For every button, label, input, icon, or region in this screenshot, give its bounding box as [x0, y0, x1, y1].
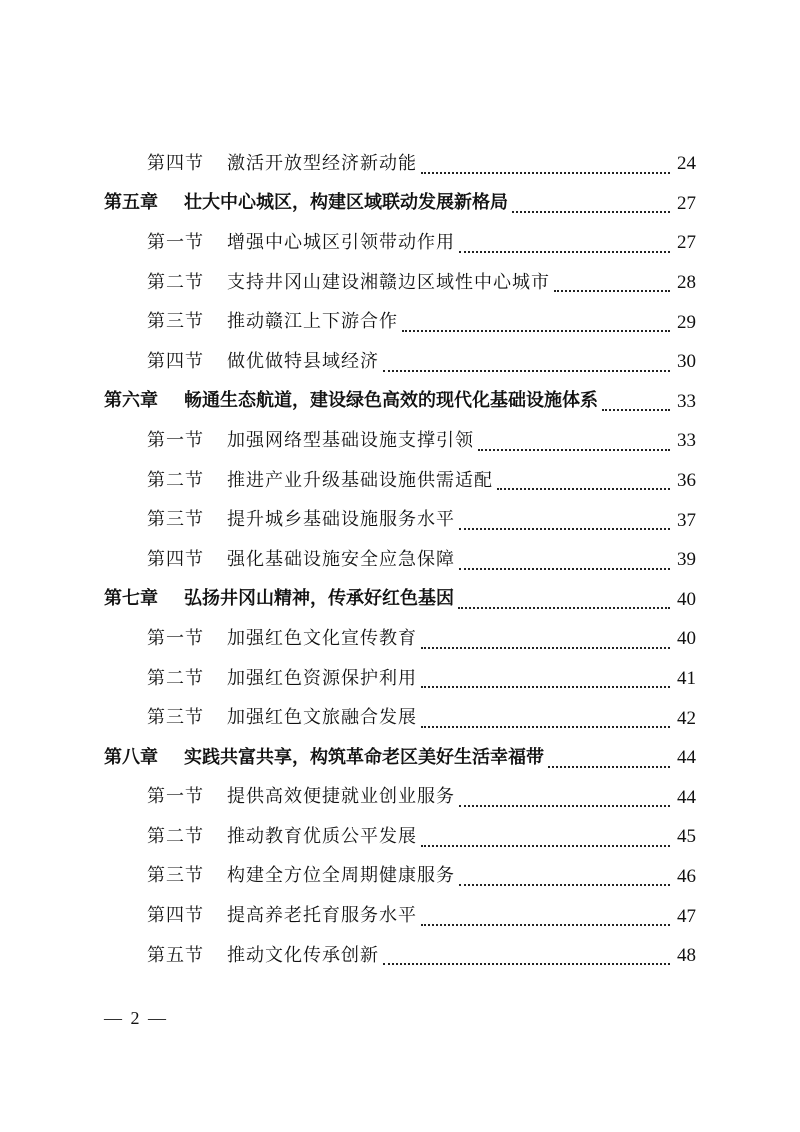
toc-entry-page: 48 [677, 945, 696, 967]
toc-entry-title: 增强中心城区引领带动作用 [227, 231, 455, 253]
toc-entry-title: 壮大中心城区，构建区域联动发展新格局 [184, 192, 508, 214]
toc-entry-heading [147, 313, 398, 331]
toc-entry-page: 42 [677, 707, 696, 729]
toc-entry-page: 36 [677, 470, 696, 492]
toc-chapter-entry[interactable] [0, 184, 800, 224]
toc-entry-number: 第三节 [147, 509, 204, 531]
toc-leader-dots [421, 647, 670, 649]
toc-section-entry[interactable] [0, 817, 800, 857]
toc-chapter-entry[interactable] [0, 738, 800, 778]
toc-entry-heading [147, 271, 550, 293]
toc-entry-number: 第四节 [147, 548, 204, 570]
toc-entry-page: 30 [677, 351, 696, 373]
toc-section-entry[interactable] [0, 540, 800, 580]
toc-leader-dots [421, 686, 670, 688]
toc-entry-number: 第二节 [147, 825, 204, 847]
toc-section-entry[interactable] [0, 659, 800, 699]
toc-entry-title: 支持井冈山建设湘赣边区域性中心城市 [227, 271, 550, 293]
toc-section-entry[interactable] [0, 461, 800, 501]
toc-entry-title: 做优做特县域经济 [227, 350, 379, 372]
toc-entry-title: 构建全方位全周期健康服务 [227, 865, 455, 887]
toc-entry-heading [147, 469, 493, 491]
toc-entry-heading [147, 944, 379, 966]
toc-leader-dots [459, 528, 670, 530]
toc-entry-page: 46 [677, 865, 696, 887]
toc-leader-dots [383, 370, 670, 372]
toc-section-entry[interactable] [0, 857, 800, 897]
toc-section-entry[interactable] [0, 421, 800, 461]
toc-section-entry[interactable] [0, 302, 800, 342]
toc-entry-page: 41 [677, 668, 696, 690]
toc-entry-number: 第一节 [147, 231, 204, 253]
toc-entry-number: 第二节 [147, 271, 204, 293]
toc-leader-dots [459, 805, 670, 807]
toc-entry-page: 27 [677, 192, 696, 214]
toc-entry-number: 第一节 [147, 429, 204, 451]
toc-entry-title: 激活开放型经济新动能 [227, 152, 417, 174]
toc-entry-page: 45 [677, 826, 696, 848]
toc-entry-title: 推进产业升级基础设施供需适配 [227, 469, 493, 491]
toc-entry-number: 第五章 [104, 192, 158, 214]
toc-entry-title: 提供高效便捷就业创业服务 [227, 786, 455, 808]
toc-section-entry[interactable] [0, 778, 800, 818]
toc-entry-number: 第二节 [147, 667, 204, 689]
toc-leader-dots [458, 607, 670, 609]
toc-entry-page: 47 [677, 905, 696, 927]
toc-entry-title: 实践共富共享，构筑革命老区美好生活幸福带 [184, 746, 544, 768]
toc-entry-number: 第四节 [147, 350, 204, 372]
toc-leader-dots [459, 568, 670, 570]
toc-leader-dots [602, 409, 670, 411]
toc-entry-page: 28 [677, 272, 696, 294]
toc-entry-page: 40 [677, 628, 696, 650]
toc-entry-title: 强化基础设施安全应急保障 [227, 548, 455, 570]
toc-entry-heading [104, 746, 544, 768]
toc-section-entry[interactable] [0, 223, 800, 263]
toc-entry-page: 33 [677, 430, 696, 452]
page-number-footer: — 2 — [104, 1008, 168, 1028]
toc-entry-page: 44 [677, 786, 696, 808]
toc-entry-page: 40 [677, 588, 696, 610]
toc-entry-number: 第一节 [147, 627, 204, 649]
toc-section-entry[interactable] [0, 144, 800, 184]
toc-leader-dots [512, 211, 670, 213]
table-of-contents [0, 144, 800, 975]
toc-entry-title: 畅通生态航道，建设绿色高效的现代化基础设施体系 [184, 390, 598, 412]
toc-entry-title: 加强红色文旅融合发展 [227, 707, 417, 729]
toc-section-entry[interactable] [0, 698, 800, 738]
toc-entry-page: 39 [677, 549, 696, 571]
toc-entry-heading [104, 392, 598, 410]
toc-entry-page: 29 [677, 311, 696, 333]
toc-entry-page: 24 [677, 153, 696, 175]
toc-section-entry[interactable] [0, 896, 800, 936]
toc-entry-heading [147, 867, 455, 885]
toc-entry-number: 第八章 [104, 746, 158, 768]
toc-leader-dots [478, 449, 670, 451]
toc-entry-title: 推动文化传承创新 [227, 944, 379, 966]
toc-leader-dots [421, 726, 670, 728]
toc-entry-title: 提高养老托育服务水平 [227, 905, 417, 927]
toc-entry-number: 第一节 [147, 786, 204, 808]
toc-section-entry[interactable] [0, 263, 800, 303]
toc-entry-heading [147, 825, 417, 847]
toc-entry-title: 加强红色资源保护利用 [227, 667, 417, 689]
toc-section-entry[interactable] [0, 342, 800, 382]
toc-chapter-entry[interactable] [0, 580, 800, 620]
toc-leader-dots [421, 845, 670, 847]
toc-entry-heading [147, 152, 417, 174]
toc-entry-heading [104, 194, 508, 212]
toc-entry-number: 第六章 [104, 390, 158, 412]
toc-section-entry[interactable] [0, 500, 800, 540]
toc-entry-heading [147, 907, 417, 925]
toc-entry-number: 第三节 [147, 865, 204, 887]
toc-entry-heading [147, 627, 417, 649]
toc-entry-heading [104, 590, 454, 608]
toc-entry-number: 第五节 [147, 944, 204, 966]
toc-entry-heading [147, 667, 417, 689]
toc-entry-title: 加强网络型基础设施支撑引领 [227, 429, 474, 451]
toc-leader-dots [497, 488, 670, 490]
toc-entry-page: 44 [677, 747, 696, 769]
toc-entry-title: 提升城乡基础设施服务水平 [227, 509, 455, 531]
toc-entry-heading [147, 231, 455, 253]
toc-leader-dots [402, 330, 670, 332]
toc-entry-title: 弘扬井冈山精神，传承好红色基因 [184, 588, 454, 610]
toc-entry-heading [147, 709, 417, 727]
toc-section-entry[interactable] [0, 619, 800, 659]
toc-leader-dots [383, 963, 670, 965]
toc-chapter-entry[interactable] [0, 382, 800, 422]
toc-entry-number: 第七章 [104, 588, 158, 610]
toc-leader-dots [421, 172, 670, 174]
toc-section-entry[interactable] [0, 936, 800, 976]
toc-leader-dots [459, 251, 670, 253]
toc-entry-number: 第三节 [147, 707, 204, 729]
toc-leader-dots [459, 884, 670, 886]
toc-entry-number: 第二节 [147, 469, 204, 491]
toc-entry-title: 加强红色文化宣传教育 [227, 627, 417, 649]
toc-leader-dots [554, 290, 670, 292]
toc-entry-title: 推动教育优质公平发展 [227, 825, 417, 847]
toc-entry-heading [147, 429, 474, 451]
toc-entry-number: 第四节 [147, 905, 204, 927]
toc-entry-page: 27 [677, 232, 696, 254]
toc-entry-number: 第四节 [147, 152, 204, 174]
toc-entry-heading [147, 350, 379, 372]
toc-entry-page: 33 [677, 390, 696, 412]
toc-entry-heading [147, 511, 455, 529]
toc-entry-title: 推动赣江上下游合作 [227, 311, 398, 333]
toc-entry-heading [147, 788, 455, 806]
toc-leader-dots [548, 766, 670, 768]
toc-entry-page: 37 [677, 509, 696, 531]
toc-entry-number: 第三节 [147, 311, 204, 333]
toc-leader-dots [421, 924, 670, 926]
toc-entry-heading [147, 548, 455, 570]
